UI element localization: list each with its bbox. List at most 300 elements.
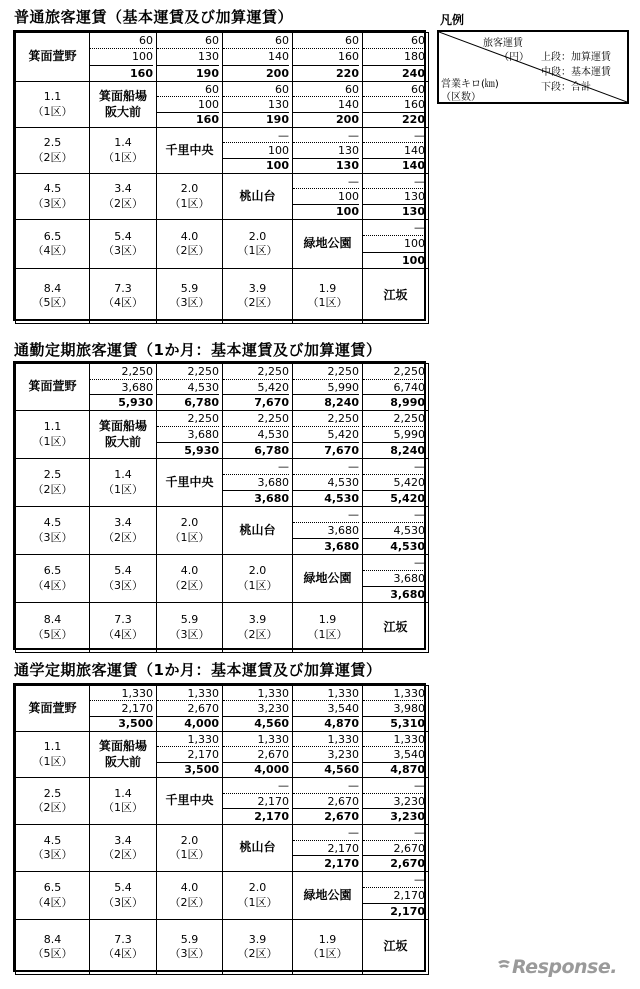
distance-cell xyxy=(90,920,157,975)
distance-cell xyxy=(90,825,157,872)
base-fare: 140 xyxy=(363,143,425,158)
distance-cell xyxy=(157,555,223,603)
total-fare: 3,230 xyxy=(390,810,425,824)
fare-cell xyxy=(223,686,293,732)
fare-cell xyxy=(223,732,293,778)
surcharge-fare: — xyxy=(293,507,359,523)
total-fare: 240 xyxy=(402,66,425,80)
station-name: 千里中央 xyxy=(157,778,223,825)
distance-km: 6.5 xyxy=(43,229,62,243)
surcharge-fare: 60 xyxy=(223,82,289,97)
distance-km: 1.4 xyxy=(114,786,132,800)
fare-cell xyxy=(157,411,223,459)
distance-km: 1.4 xyxy=(114,468,132,482)
legend-middle-row: 中段：基本運賃 xyxy=(541,67,611,78)
total-fare: 200 xyxy=(266,66,289,80)
distance-cell xyxy=(90,555,157,603)
distance-cell xyxy=(293,603,363,653)
base-fare: 4,530 xyxy=(363,523,425,539)
base-fare: 130 xyxy=(363,189,425,204)
distance-cell xyxy=(90,507,157,555)
station-name: 桃山台 xyxy=(223,507,293,555)
surcharge-fare: 1,330 xyxy=(157,732,219,747)
distance-km: 3.4 xyxy=(114,516,132,530)
station-name: 桃山台 xyxy=(223,174,293,220)
fare-cell xyxy=(223,778,293,825)
fare-cell xyxy=(157,732,223,778)
surcharge-fare: — xyxy=(363,459,425,475)
base-fare: 3,680 xyxy=(90,380,153,396)
base-fare: 130 xyxy=(157,49,219,65)
total-fare: 100 xyxy=(266,159,289,173)
fare-cell xyxy=(363,364,429,411)
surcharge-fare: 2,250 xyxy=(293,411,359,427)
fare-cell xyxy=(90,364,157,411)
zone-count: （3区） xyxy=(103,244,143,257)
fare-cell xyxy=(363,33,429,82)
zone-count: （3区） xyxy=(32,196,73,210)
table-row xyxy=(16,507,429,555)
surcharge-fare: — xyxy=(293,825,359,841)
base-fare: 5,420 xyxy=(293,427,359,443)
base-fare: 5,420 xyxy=(223,380,289,396)
legend-box xyxy=(437,30,629,104)
total-fare: 160 xyxy=(130,66,153,80)
distance-cell xyxy=(16,459,90,507)
station-name: 緑地公園 xyxy=(293,220,363,269)
distance-cell xyxy=(16,872,90,920)
distance-cell xyxy=(157,603,223,653)
table-row xyxy=(16,872,429,920)
station-name: 江坂 xyxy=(363,920,429,975)
fare-cell xyxy=(157,33,223,82)
surcharge-fare: — xyxy=(293,128,359,143)
fare-cell xyxy=(293,411,363,459)
distance-cell xyxy=(90,459,157,507)
zone-count: （1区） xyxy=(307,947,348,960)
base-fare: 3,540 xyxy=(293,701,359,716)
table-row xyxy=(16,174,429,220)
total-fare: 100 xyxy=(402,253,425,267)
zone-count: （4区） xyxy=(32,895,73,909)
total-fare: 7,670 xyxy=(324,444,359,457)
surcharge-fare: — xyxy=(223,459,289,475)
distance-km: 8.4 xyxy=(43,281,62,295)
distance-km: 5.4 xyxy=(114,881,132,895)
surcharge-fare: — xyxy=(293,174,359,189)
surcharge-fare: — xyxy=(293,459,359,475)
surcharge-fare: — xyxy=(363,778,425,794)
surcharge-fare: 60 xyxy=(223,33,289,49)
fare-cell xyxy=(363,220,429,269)
base-fare: 3,680 xyxy=(293,523,359,539)
watermark: Response. xyxy=(512,956,617,978)
distance-km: 2.0 xyxy=(248,229,267,243)
total-fare: 2,170 xyxy=(254,810,289,824)
surcharge-fare: 1,330 xyxy=(90,686,153,701)
total-fare: 6,780 xyxy=(254,444,289,457)
zone-count: （1区） xyxy=(169,530,210,544)
distance-km: 1.1 xyxy=(43,420,62,434)
fare-cell xyxy=(293,128,363,174)
legend-title: 凡例 xyxy=(440,13,465,27)
surcharge-fare: — xyxy=(223,128,289,143)
surcharge-fare: — xyxy=(363,507,425,523)
fare-cell xyxy=(223,411,293,459)
base-fare: 2,170 xyxy=(157,747,219,762)
zone-count: （2区） xyxy=(32,801,73,814)
distance-km: 8.4 xyxy=(43,613,62,627)
total-fare: 5,930 xyxy=(184,444,219,457)
zone-count: （2区） xyxy=(169,244,210,257)
base-fare: 100 xyxy=(293,189,359,204)
total-fare: 4,870 xyxy=(390,763,425,777)
distance-cell xyxy=(16,732,90,778)
total-fare: 4,560 xyxy=(254,717,289,731)
distance-cell xyxy=(157,269,223,324)
base-fare: 2,670 xyxy=(363,841,425,857)
zone-count: （3区） xyxy=(169,627,210,641)
base-fare: 3,230 xyxy=(223,701,289,716)
surcharge-fare: 60 xyxy=(363,82,425,97)
fare-cell xyxy=(293,732,363,778)
distance-km: 4.0 xyxy=(180,564,199,578)
zone-count: （1区） xyxy=(307,627,348,641)
table-row xyxy=(16,920,429,975)
station-name: 千里中央 xyxy=(157,128,223,174)
zone-count: （5区） xyxy=(32,947,73,960)
total-fare: 2,670 xyxy=(390,857,425,871)
total-fare: 8,240 xyxy=(324,396,359,410)
surcharge-fare: 60 xyxy=(293,82,359,97)
distance-km: 2.0 xyxy=(180,833,199,847)
total-fare: 190 xyxy=(196,66,219,80)
zone-count: （1区） xyxy=(103,801,143,814)
distance-km: 8.4 xyxy=(43,932,62,946)
total-fare: 5,420 xyxy=(390,492,425,505)
total-fare: 130 xyxy=(336,159,359,173)
total-fare: 7,670 xyxy=(254,396,289,410)
zone-count: （3区） xyxy=(103,895,143,909)
total-fare: 4,870 xyxy=(324,717,359,731)
surcharge-fare: 2,250 xyxy=(223,364,289,380)
total-fare: 8,240 xyxy=(390,444,425,457)
base-fare: 100 xyxy=(223,143,289,158)
surcharge-fare: 60 xyxy=(363,33,425,49)
distance-km: 5.4 xyxy=(114,564,132,578)
surcharge-fare: 60 xyxy=(293,33,359,49)
distance-cell xyxy=(90,128,157,174)
zone-count: （4区） xyxy=(32,244,73,257)
distance-km: 5.9 xyxy=(180,281,199,295)
zone-count: （1区） xyxy=(307,296,348,309)
base-fare: 3,680 xyxy=(157,427,219,443)
distance-km: 3.9 xyxy=(248,281,267,295)
surcharge-fare: 1,330 xyxy=(363,732,425,747)
distance-km: 1.9 xyxy=(318,613,337,627)
fare-cell xyxy=(157,686,223,732)
table-row xyxy=(16,82,429,128)
total-fare: 3,680 xyxy=(254,492,289,505)
distance-cell xyxy=(16,603,90,653)
distance-km: 5.9 xyxy=(180,932,199,946)
distance-km: 4.5 xyxy=(43,182,62,196)
base-fare: 2,670 xyxy=(157,701,219,716)
surcharge-fare: 2,250 xyxy=(363,364,425,380)
fare-cell xyxy=(223,128,293,174)
fare-cell xyxy=(293,364,363,411)
fare-cell xyxy=(363,82,429,128)
zone-count: （4区） xyxy=(103,947,143,960)
base-fare: 2,170 xyxy=(363,888,425,904)
surcharge-fare: — xyxy=(363,128,425,143)
fare-cell xyxy=(90,686,157,732)
distance-cell xyxy=(157,872,223,920)
legend-km-label: 営業キロ(㎞) xyxy=(441,79,499,90)
distance-cell xyxy=(157,920,223,975)
surcharge-fare: — xyxy=(223,778,289,794)
table-row xyxy=(16,555,429,603)
fare-cell xyxy=(90,33,157,82)
zone-count: （2区） xyxy=(169,895,210,909)
fare-cell xyxy=(363,686,429,732)
fare-cell xyxy=(293,174,363,220)
distance-cell xyxy=(16,825,90,872)
surcharge-fare: 60 xyxy=(157,33,219,49)
fare-cell xyxy=(293,686,363,732)
fare-cell xyxy=(293,507,363,555)
distance-km: 6.5 xyxy=(43,881,62,895)
surcharge-fare: 2,250 xyxy=(157,411,219,427)
distance-cell xyxy=(223,555,293,603)
zone-count: （5区） xyxy=(32,627,73,641)
table-row xyxy=(16,269,429,324)
distance-cell xyxy=(223,920,293,975)
distance-cell xyxy=(90,603,157,653)
distance-km: 5.4 xyxy=(114,229,132,243)
distance-km: 2.5 xyxy=(43,136,62,150)
total-fare: 3,680 xyxy=(324,540,359,553)
zone-count: （4区） xyxy=(103,296,143,309)
distance-cell xyxy=(16,555,90,603)
base-fare: 3,680 xyxy=(223,475,289,491)
surcharge-fare: 2,250 xyxy=(223,411,289,427)
distance-cell xyxy=(16,411,90,459)
zone-count: （1区） xyxy=(169,848,210,861)
total-fare: 2,670 xyxy=(324,810,359,824)
total-fare: 8,990 xyxy=(390,396,425,410)
distance-cell xyxy=(90,174,157,220)
surcharge-fare: — xyxy=(363,825,425,841)
station-name: 箕面萱野 xyxy=(16,686,90,732)
distance-km: 3.9 xyxy=(248,932,267,946)
zone-count: （3区） xyxy=(169,947,210,960)
surcharge-fare: 1,330 xyxy=(157,686,219,701)
total-fare: 220 xyxy=(402,113,425,127)
zone-count: （2区） xyxy=(237,627,278,641)
distance-km: 3.4 xyxy=(114,833,132,847)
fare-cell xyxy=(363,555,429,603)
zone-count: （1区） xyxy=(32,754,73,768)
fare-cell xyxy=(363,507,429,555)
legend-bottom-row: 下段：合計 xyxy=(541,82,591,93)
zone-count: （1区） xyxy=(169,196,210,210)
distance-cell xyxy=(90,220,157,269)
surcharge-fare: — xyxy=(293,778,359,794)
distance-km: 4.5 xyxy=(43,516,62,530)
base-fare: 2,170 xyxy=(293,841,359,857)
surcharge-fare: 1,330 xyxy=(223,732,289,747)
total-fare: 200 xyxy=(336,113,359,127)
total-fare: 190 xyxy=(266,113,289,127)
surcharge-fare: 2,250 xyxy=(157,364,219,380)
distance-cell xyxy=(293,920,363,975)
zone-count: （2区） xyxy=(103,530,143,544)
base-fare: 100 xyxy=(90,49,153,65)
distance-cell xyxy=(16,174,90,220)
zone-count: （2区） xyxy=(32,482,73,496)
fare-cell xyxy=(363,411,429,459)
distance-cell xyxy=(16,269,90,324)
total-fare: 160 xyxy=(196,113,219,127)
total-fare: 5,310 xyxy=(390,717,425,731)
surcharge-fare: 2,250 xyxy=(363,411,425,427)
base-fare: 130 xyxy=(293,143,359,158)
fare-cell xyxy=(363,128,429,174)
total-fare: 100 xyxy=(336,205,359,219)
base-fare: 100 xyxy=(157,97,219,112)
surcharge-fare: — xyxy=(363,220,425,236)
fare-cell xyxy=(223,364,293,411)
fare-cell xyxy=(293,82,363,128)
surcharge-fare: 1,330 xyxy=(223,686,289,701)
zone-count: （1区） xyxy=(237,895,278,909)
total-fare: 4,530 xyxy=(390,540,425,553)
table-row xyxy=(16,128,429,174)
fare-cell xyxy=(363,872,429,920)
fare-cell xyxy=(157,82,223,128)
station-name: 江坂 xyxy=(363,269,429,324)
station-name: 緑地公園 xyxy=(293,555,363,603)
zone-count: （2区） xyxy=(237,296,278,309)
base-fare: 3,680 xyxy=(363,571,425,587)
station-name: 桃山台 xyxy=(223,825,293,872)
station-name: 箕面船場 阪大前 xyxy=(90,732,157,778)
zone-count: （1区） xyxy=(237,578,278,592)
base-fare: 160 xyxy=(293,49,359,65)
legend-fare-label: 旅客運賃 xyxy=(483,38,523,49)
fare-cell xyxy=(293,33,363,82)
distance-cell xyxy=(223,603,293,653)
distance-cell xyxy=(90,778,157,825)
legend-top-row: 上段：加算運賃 xyxy=(541,52,611,63)
base-fare: 3,230 xyxy=(363,794,425,810)
zone-count: （2区） xyxy=(103,196,143,210)
distance-cell xyxy=(157,507,223,555)
zone-count: （5区） xyxy=(32,296,73,309)
zone-count: （4区） xyxy=(32,578,73,592)
distance-km: 1.1 xyxy=(43,740,62,754)
base-fare: 6,740 xyxy=(363,380,425,396)
distance-cell xyxy=(223,872,293,920)
base-fare: 130 xyxy=(223,97,289,112)
distance-cell xyxy=(293,269,363,324)
base-fare: 5,420 xyxy=(363,475,425,491)
legend-zones-label: （区数） xyxy=(441,92,481,103)
fare-cell xyxy=(293,825,363,872)
zone-count: （2区） xyxy=(103,848,143,861)
table-title: 通学定期旅客運賃（1か月：基本運賃及び加算運賃） xyxy=(14,661,382,679)
total-fare: 3,500 xyxy=(118,717,153,731)
station-name: 箕面船場 阪大前 xyxy=(90,411,157,459)
station-name: 箕面船場 阪大前 xyxy=(90,82,157,128)
table-row xyxy=(16,220,429,269)
station-name: 緑地公園 xyxy=(293,872,363,920)
surcharge-fare: — xyxy=(363,555,425,571)
zone-count: （1区） xyxy=(237,244,278,257)
response-logo-icon xyxy=(496,958,512,974)
fare-cell xyxy=(223,82,293,128)
zone-count: （1区） xyxy=(103,150,143,164)
distance-km: 2.0 xyxy=(248,881,267,895)
distance-km: 6.5 xyxy=(43,564,62,578)
surcharge-fare: 60 xyxy=(157,82,219,97)
total-fare: 4,560 xyxy=(324,763,359,777)
distance-cell xyxy=(157,174,223,220)
distance-km: 5.9 xyxy=(180,613,199,627)
surcharge-fare: 1,330 xyxy=(293,732,359,747)
zone-count: （2区） xyxy=(32,150,73,164)
distance-km: 3.4 xyxy=(114,182,132,196)
table-title: 普通旅客運賃（基本運賃及び加算運賃） xyxy=(14,8,294,26)
base-fare: 2,170 xyxy=(90,701,153,716)
table-row xyxy=(16,732,429,778)
fare-table xyxy=(13,683,426,972)
fare-cell xyxy=(363,825,429,872)
surcharge-fare: 1,330 xyxy=(363,686,425,701)
distance-km: 2.5 xyxy=(43,468,62,482)
station-name: 千里中央 xyxy=(157,459,223,507)
surcharge-fare: 2,250 xyxy=(293,364,359,380)
fare-table xyxy=(13,30,426,321)
base-fare: 3,980 xyxy=(363,701,425,716)
distance-cell xyxy=(16,920,90,975)
table-row xyxy=(16,686,429,732)
zone-count: （3区） xyxy=(103,578,143,592)
distance-km: 2.0 xyxy=(180,516,199,530)
fare-cell xyxy=(223,459,293,507)
distance-km: 2.0 xyxy=(248,564,267,578)
total-fare: 220 xyxy=(336,66,359,80)
zone-count: （1区） xyxy=(32,104,73,118)
surcharge-fare: 2,250 xyxy=(90,364,153,380)
base-fare: 160 xyxy=(363,97,425,112)
total-fare: 130 xyxy=(402,205,425,219)
total-fare: 6,780 xyxy=(184,396,219,410)
zone-count: （1区） xyxy=(32,434,73,448)
base-fare: 2,670 xyxy=(293,794,359,810)
fare-cell xyxy=(293,778,363,825)
table-row xyxy=(16,33,429,82)
fare-cell xyxy=(157,364,223,411)
base-fare: 3,230 xyxy=(293,747,359,762)
surcharge-fare: — xyxy=(363,872,425,888)
base-fare: 100 xyxy=(363,236,425,252)
base-fare: 140 xyxy=(223,49,289,65)
total-fare: 2,170 xyxy=(324,857,359,871)
total-fare: 4,530 xyxy=(324,492,359,505)
base-fare: 5,990 xyxy=(293,380,359,396)
